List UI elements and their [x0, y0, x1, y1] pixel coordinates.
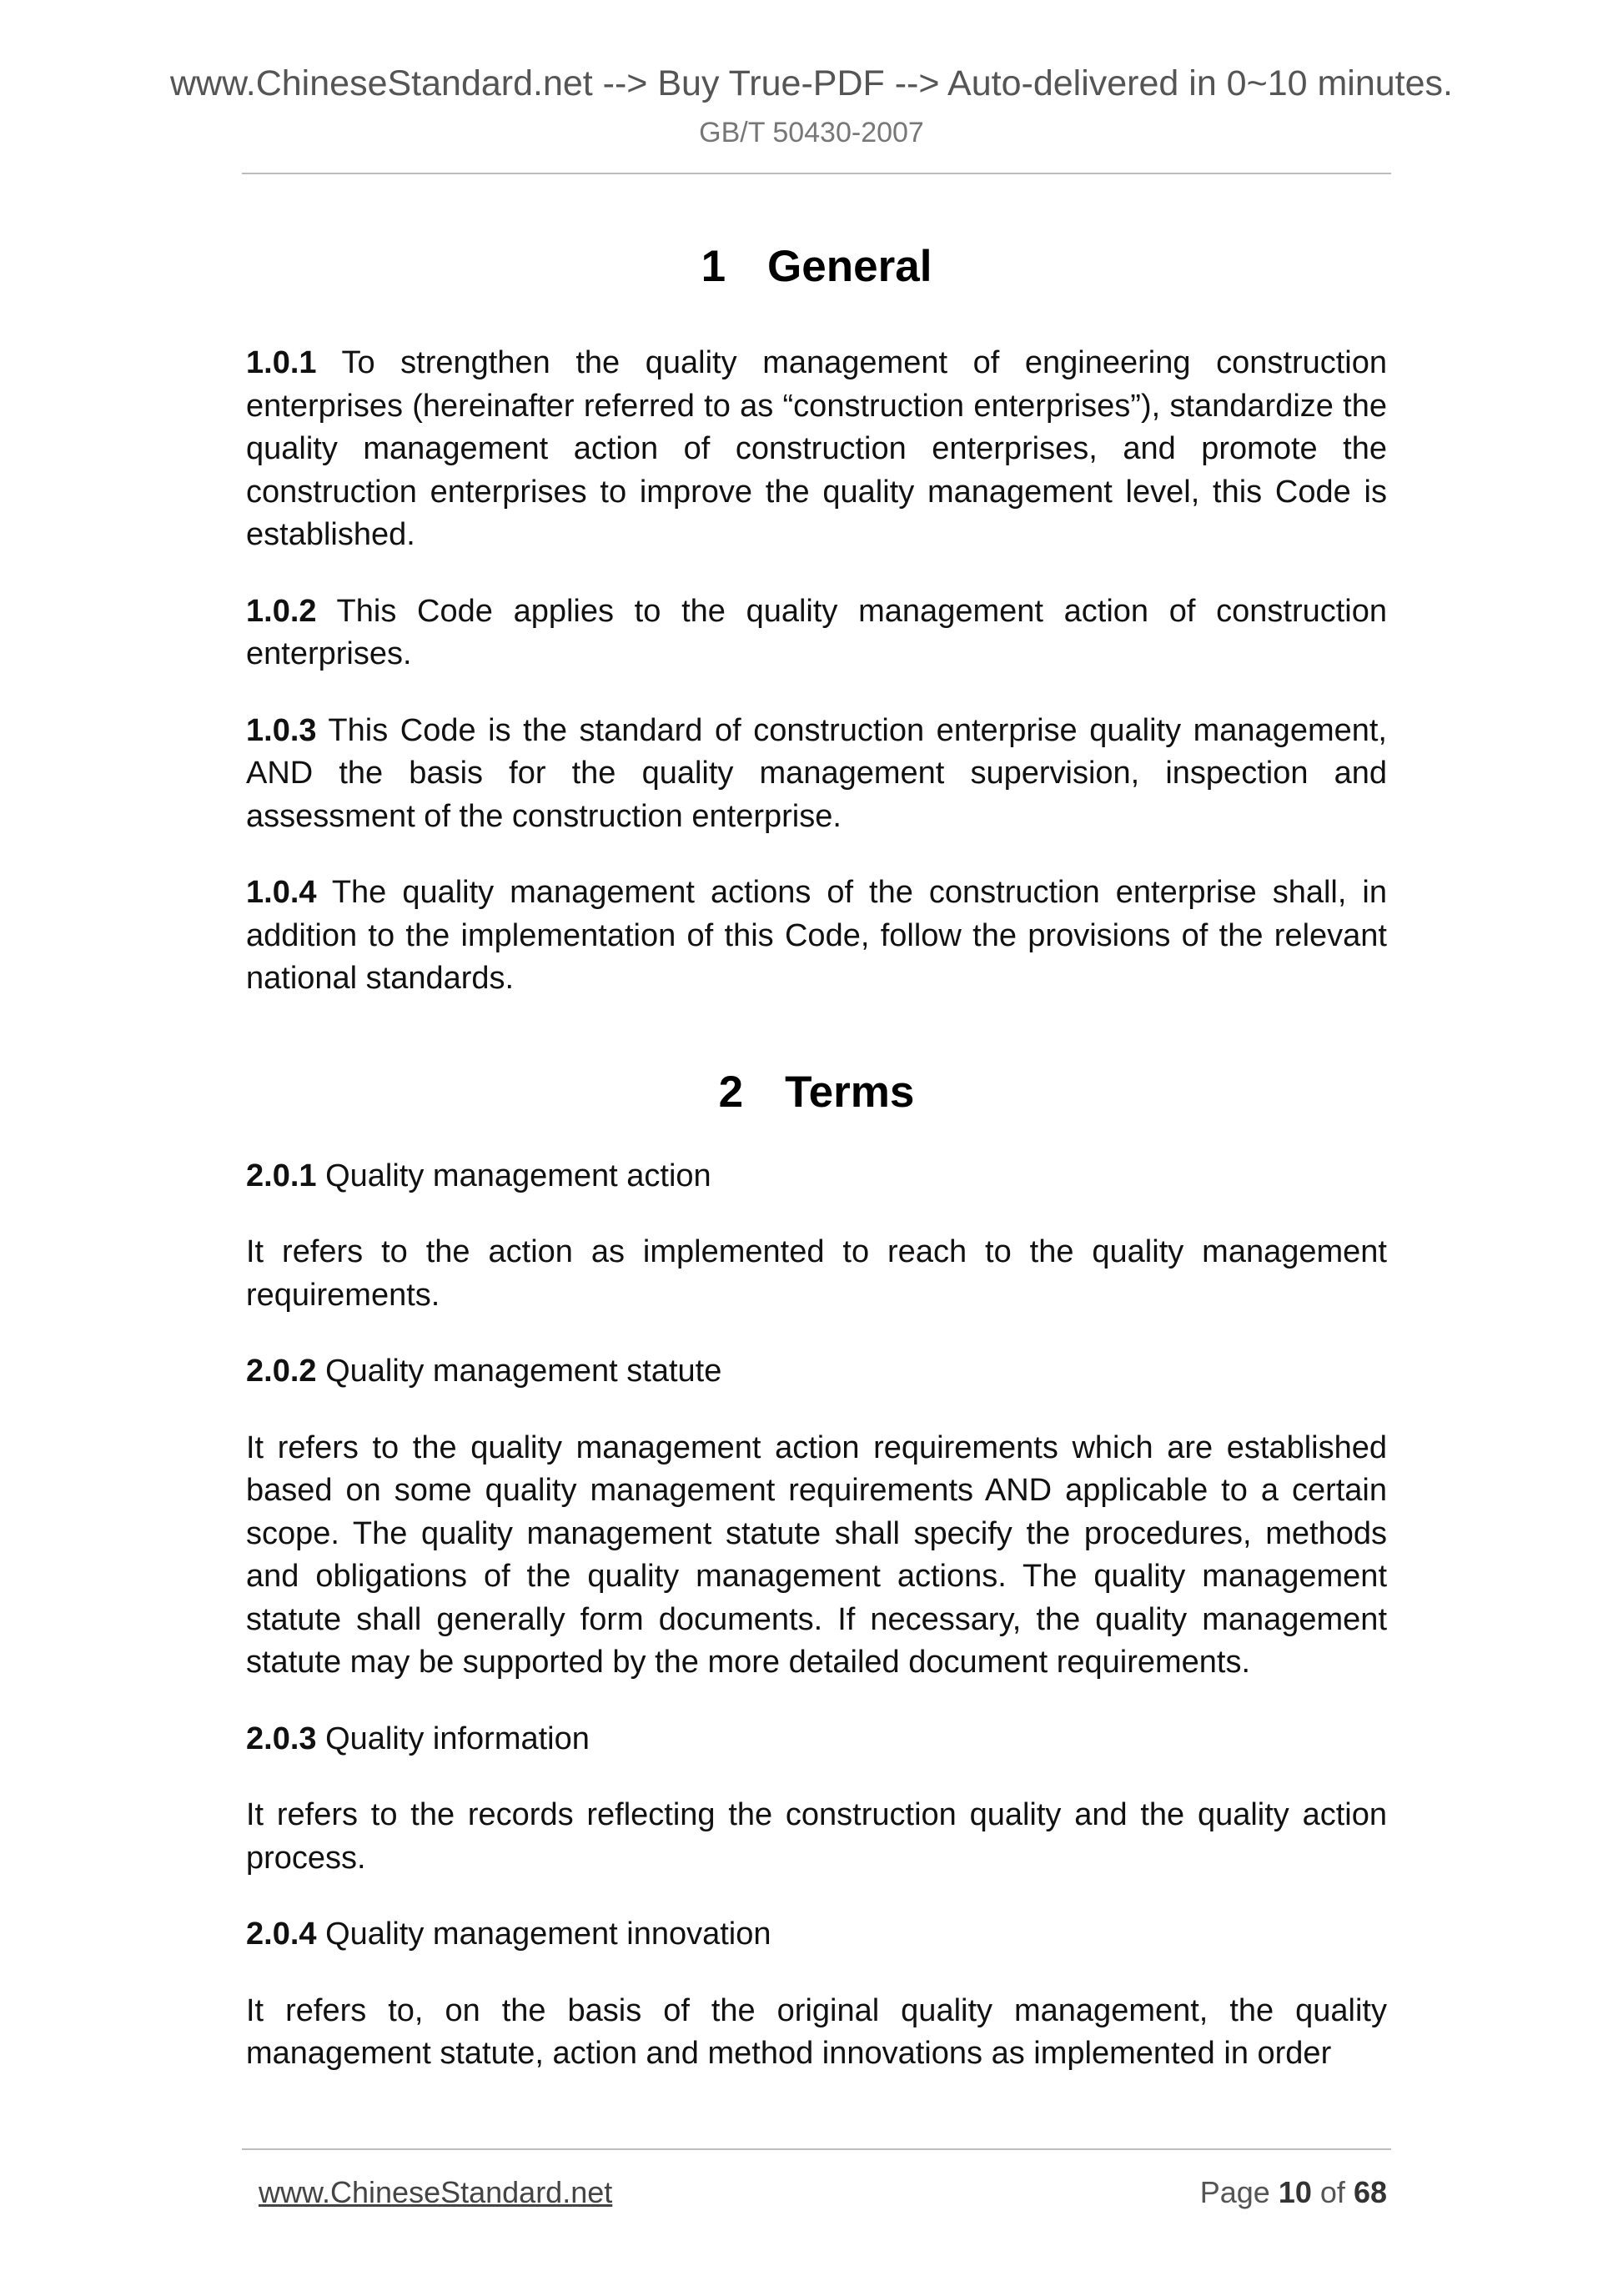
clause-text: To strengthen the quality management of engineering construction enterprises (hereinafter referred to as “construction enterprises”), standardize the quality management action of construction enterprises, and promote the construction enterprises to improve the quality management level, this Code is established. — [246, 345, 1387, 552]
footer-website-link[interactable]: www.ChineseStandard.net — [259, 2175, 613, 2209]
clause-1-0-4 — [246, 872, 1387, 1001]
footer-divider — [242, 2148, 1391, 2150]
chapter-2-heading — [246, 1059, 1387, 1126]
page-label: Page — [1199, 2175, 1270, 2209]
term-number: 2.0.3 — [246, 1721, 317, 1756]
clause-number: 1.0.3 — [246, 712, 317, 748]
term-definition: It refers to the records reflecting the construction quality and the quality action process. — [246, 1797, 1387, 1876]
term-name: Quality information — [316, 1721, 590, 1756]
clause-number: 1.0.1 — [246, 345, 317, 380]
term-number: 2.0.2 — [246, 1354, 317, 1389]
term-2-0-2 — [246, 1350, 1387, 1394]
header-divider — [242, 173, 1391, 174]
clause-text: This Code applies to the quality management action of construction enterprises. — [246, 593, 1387, 671]
term-number: 2.0.1 — [246, 1158, 317, 1193]
clause-1-0-2 — [246, 590, 1387, 676]
term-2-0-4 — [246, 1913, 1387, 1957]
term-2-0-1 — [246, 1155, 1387, 1198]
clause-text: This Code is the standard of construction enterprise quality management, AND the basis for the quality management supervision, inspection and assessment of the construction enterprise. — [246, 712, 1387, 834]
term-definition: It refers to, on the basis of the original quality management, the quality management statute, action and method innovations as implemented in order — [246, 1992, 1387, 2071]
standard-code: GB/T 50430-2007 — [699, 117, 924, 148]
clause-number: 1.0.4 — [246, 875, 317, 910]
clause-text: The quality management actions of the construction enterprise shall, in addition to the implementation of this Code, follow the provisions of the relevant national standards. — [246, 875, 1387, 996]
page-counter — [1084, 2175, 1387, 2210]
page-body — [246, 234, 1387, 2076]
term-definition: It refers to the action as implemented to reach to the quality management requirements. — [246, 1234, 1387, 1313]
page-of: of — [1319, 2175, 1345, 2209]
term-number: 2.0.4 — [246, 1917, 317, 1952]
chapter-number: 2 — [718, 1067, 744, 1117]
chapter-1-heading — [246, 234, 1387, 300]
chapter-title: General — [767, 242, 932, 291]
term-definition: It refers to the quality management action requirements which are established based on some quality management requirements AND applicable to a certain scope. The quality management statute shall specify the procedures, methods and obligations of the quality management actions. The quality management statute shall generally form documents. If necessary, the quality management statute may be supported by the more detailed document requirements. — [246, 1429, 1387, 1680]
term-name: Quality management action — [316, 1158, 711, 1193]
clause-1-0-1 — [246, 342, 1387, 557]
term-2-0-3 — [246, 1718, 1387, 1761]
header-banner: www.ChineseStandard.net --> Buy True-PDF --> Auto-delivered in 0~10 minutes. — [169, 63, 1453, 103]
term-name: Quality management statute — [316, 1354, 722, 1389]
chapter-number: 1 — [701, 242, 726, 291]
chapter-title: Terms — [785, 1067, 915, 1117]
page-current: 10 — [1278, 2175, 1312, 2209]
page-total: 68 — [1353, 2175, 1387, 2209]
clause-1-0-3 — [246, 710, 1387, 839]
clause-number: 1.0.2 — [246, 593, 317, 629]
term-name: Quality management innovation — [316, 1917, 771, 1952]
